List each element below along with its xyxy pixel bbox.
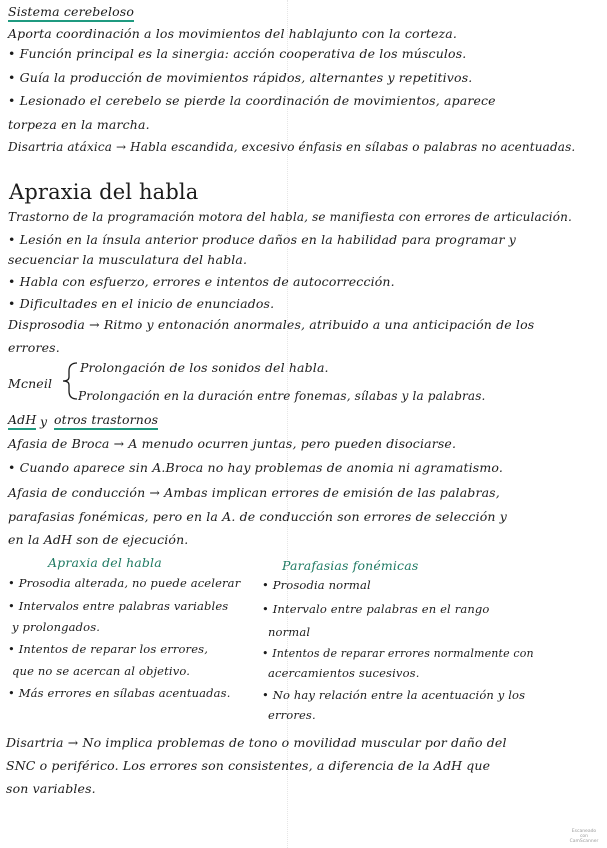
left-col-line: • Más errores en sílabas acentuadas. — [8, 686, 231, 700]
column-heading-parafasias: Parafasias fonémicas — [282, 558, 419, 573]
note-line-disartria: Disartria → No implica problemas de tono o movilidad muscular por daño del — [6, 735, 507, 750]
note-line: Aporta coordinación a los movimientos del hablajunto con la corteza. — [8, 26, 457, 41]
note-line: Trastorno de la programación motora del habla, se manifiesta con errores de articulación. — [8, 210, 572, 224]
note-line-disartria-ataxica: Disartria atáxica → Habla escandida, excesivo énfasis en sílabas o palabras no acentuadas. — [8, 140, 576, 154]
left-col-line: y prolongados. — [12, 620, 101, 634]
note-line: • Habla con esfuerzo, errores e intentos de autocorrección. — [8, 274, 395, 289]
right-col-line: normal — [268, 625, 311, 639]
right-col-line: • No hay relación entre la acentuación y los — [262, 688, 526, 702]
note-line: • Guía la producción de movimientos rápidos, alternantes y repetitivos. — [8, 70, 473, 85]
note-line: Disprosodia → Ritmo y entonación anormales, atribuido a una anticipación de los — [8, 317, 535, 332]
mcneil-label: Mcneil — [8, 376, 53, 391]
left-col-line: • Intervalos entre palabras variables — [8, 599, 229, 613]
left-brace-icon — [61, 361, 79, 401]
right-col-line: • Intentos de reparar errores normalmente con — [262, 647, 534, 660]
note-line: • Cuando aparece sin A.Broca no hay problemas de anomia ni agramatismo. — [8, 460, 503, 475]
left-col-line: que no se acercan al objetivo. — [12, 664, 191, 678]
mcneil-item: Prolongación de los sonidos del habla. — [80, 360, 329, 375]
note-line: parafasias fonémicas, pero en la A. de conducción son errores de selección y — [8, 509, 507, 524]
note-line: en la AdH son de ejecución. — [8, 532, 189, 547]
note-line: SNC o periférico. Los errores son consistentes, a diferencia de la AdH que — [6, 758, 491, 773]
section-title-adh: AdH — [8, 412, 36, 430]
left-col-line: • Intentos de reparar los errores, — [8, 642, 209, 656]
note-line: son variables. — [6, 781, 96, 796]
right-col-line: acercamientos sucesivos. — [268, 666, 420, 680]
note-line-broca: Afasia de Broca → A menudo ocurren juntas, pero pueden disociarse. — [8, 436, 457, 451]
mcneil-item: Prolongación en la duración entre fonemas, sílabas y la palabras. — [78, 389, 486, 403]
section-title-otros: otros trastornos — [54, 412, 158, 430]
note-line: errores. — [8, 340, 60, 355]
section-title-connector: y — [40, 414, 48, 429]
left-col-line: • Prosodia alterada, no puede acelerar — [8, 576, 241, 590]
column-heading-apraxia: Apraxia del habla — [48, 555, 162, 570]
note-line: • Lesionado el cerebelo se pierde la coordinación de movimientos, aparece — [8, 93, 496, 108]
note-line: secuenciar la musculatura del habla. — [8, 252, 248, 267]
note-line: • Dificultades en el inicio de enunciados. — [8, 296, 275, 311]
note-line: • Función principal es la sinergia: acción cooperativa de los músculos. — [8, 46, 467, 61]
note-line: torpeza en la marcha. — [8, 117, 150, 132]
note-line-conduccion: Afasia de conducción → Ambas implican errores de emisión de las palabras, — [8, 485, 500, 500]
note-line: • Lesión en la ínsula anterior produce daños en la habilidad para programar y — [8, 232, 516, 247]
right-col-line: • Prosodia normal — [262, 578, 371, 592]
scanner-watermark: Escaneado con CamScanner — [569, 829, 599, 844]
section-title-apraxia: Apraxia del habla — [9, 180, 199, 204]
right-col-line: • Intervalo entre palabras en el rango — [262, 602, 490, 616]
section-title-cerebeloso: Sistema cerebeloso — [8, 4, 134, 22]
right-col-line: errores. — [268, 708, 316, 722]
